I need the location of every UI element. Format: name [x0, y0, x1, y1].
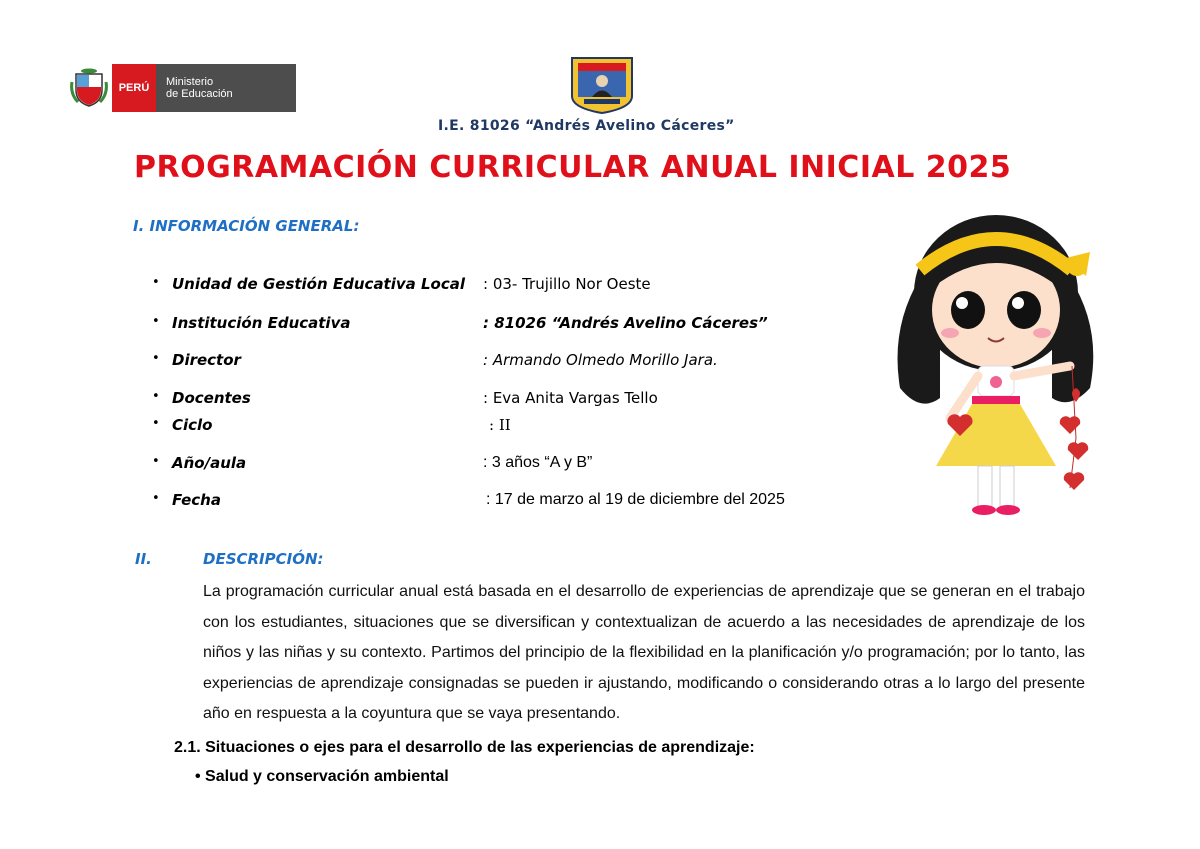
bullet-icon: • — [152, 389, 160, 404]
info-label: Docentes — [172, 389, 251, 407]
axis-list-item: • Salud y conservación ambiental — [195, 768, 449, 785]
info-label: Unidad de Gestión Educativa Local — [172, 275, 466, 293]
info-value: : Armando Olmedo Morillo Jara. — [483, 351, 718, 369]
bullet-icon: • — [152, 416, 160, 431]
bullet-icon: • — [152, 314, 160, 329]
ministry-logo — [66, 64, 296, 112]
section-1-heading: I. INFORMACIÓN GENERAL: — [133, 217, 360, 235]
bullet-icon: • — [152, 454, 160, 469]
ministry-line-2: de Educación — [166, 88, 233, 100]
school-crest-icon — [570, 56, 634, 114]
info-label: Año/aula — [172, 454, 247, 472]
document-title: PROGRAMACIÓN CURRICULAR ANUAL INICIAL 2025 — [134, 150, 1012, 185]
ministry-name — [156, 64, 296, 112]
description-paragraph: La programación curricular anual está basada en el desarrollo de experiencias de aprendizaje que se generan en el trabajo con los estudiantes, situaciones que se diversifican y contextualizan de acuerdo a las necesidades de aprendizaje de los niños y las niñas y su contexto. Partimos del principio de la flexibilidad en la planificación y/o programación; por lo tanto, las experiencias de aprendizaje consignadas se pueden ir ajustando, modificando o considerando otras a lo largo del presente año en respuesta a la coyuntura que se vaya presentando. — [203, 583, 1085, 722]
info-label: Ciclo — [172, 416, 213, 434]
section-2-heading: DESCRIPCIÓN: — [203, 550, 324, 568]
peru-coat-of-arms-icon — [66, 64, 112, 112]
peru-label: PERÚ — [112, 64, 156, 112]
info-value: : 17 de marzo al 19 de diciembre del 2025 — [486, 491, 785, 508]
info-label: Institución Educativa — [172, 314, 351, 332]
bullet-icon: • — [152, 491, 160, 506]
info-value: : 03- Trujillo Nor Oeste — [483, 275, 651, 293]
bullet-icon: • — [152, 351, 160, 366]
bullet-icon: • — [152, 275, 160, 290]
info-value: : II — [489, 416, 511, 434]
info-value: : 81026 “Andrés Avelino Cáceres” — [483, 314, 768, 332]
section-2-number: II. — [135, 550, 152, 568]
info-value: : 3 años “A y B” — [483, 454, 593, 471]
info-label: Fecha — [172, 491, 221, 509]
ministry-line-1: Ministerio — [166, 76, 214, 88]
info-value: : Eva Anita Vargas Tello — [483, 389, 658, 407]
girl-illustration-icon — [880, 198, 1112, 528]
info-label: Director — [172, 351, 241, 369]
subsection-2-1-heading: 2.1. Situaciones o ejes para el desarrollo de las experiencias de aprendizaje: — [174, 739, 755, 756]
school-name: I.E. 81026 “Andrés Avelino Cáceres” — [438, 118, 735, 134]
